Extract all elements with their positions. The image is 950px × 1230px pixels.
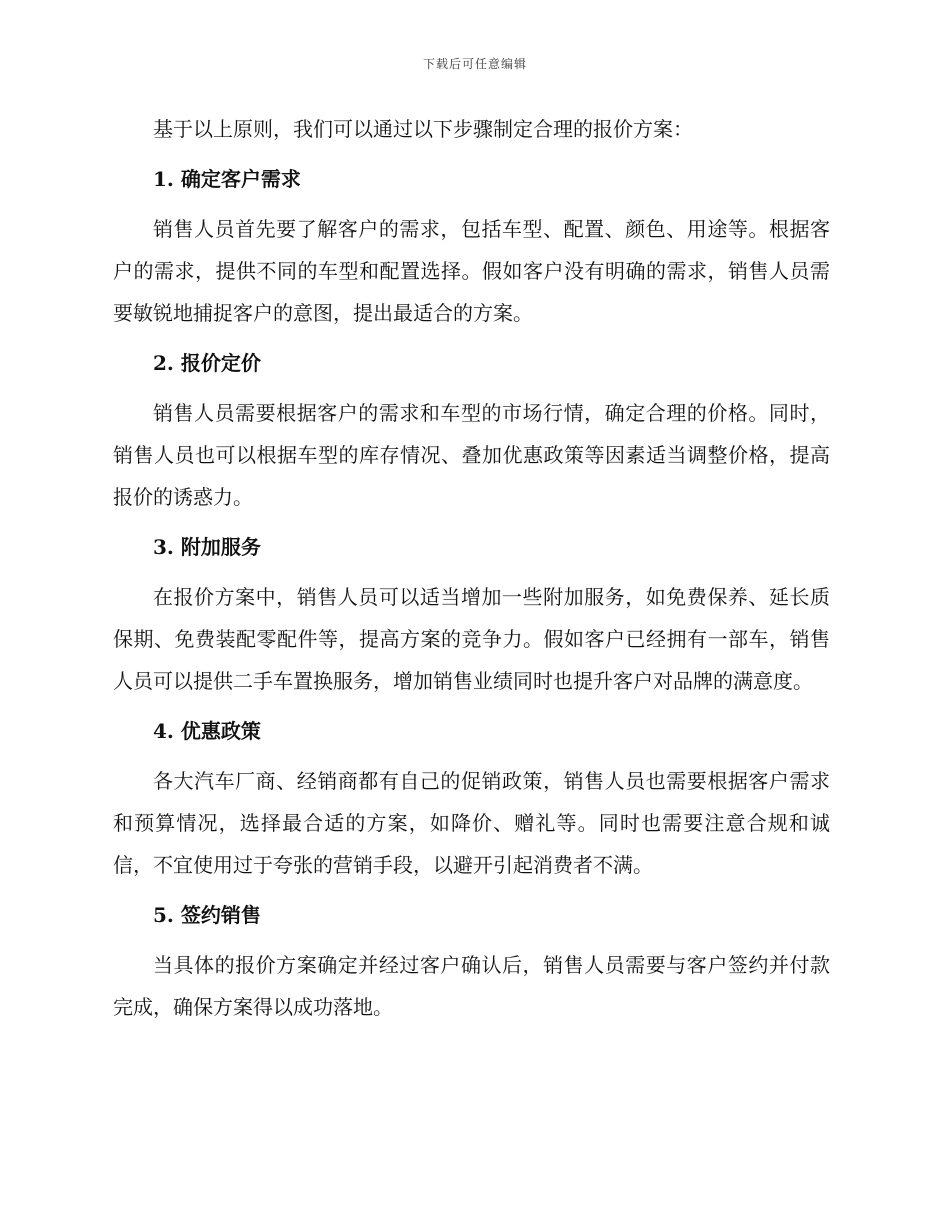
intro-paragraph: 基于以上原则，我们可以通过以下步骤制定合理的报价方案：: [153, 117, 693, 141]
section-heading: 5. 签约销售: [153, 903, 261, 927]
section-paragraph: 销售人员首先要了解客户的需求，包括车型、配置、颜色、用途等。根据客户的需求，提供不同的车型和配置选择。假如客户没有明确的需求，销售人员需要敏锐地捕捉客户的意图，提出最适合的方案。: [113, 217, 830, 325]
section-4: [113, 710, 830, 886]
section-2: [113, 342, 830, 518]
section-heading: 3. 附加服务: [153, 535, 261, 559]
section-heading: 2. 报价定价: [153, 351, 261, 375]
document-body: [113, 108, 830, 1036]
section-1: [113, 158, 830, 334]
section-heading: 1. 确定客户需求: [153, 167, 301, 191]
section-paragraph: 各大汽车厂商、经销商都有自己的促销政策，销售人员也需要根据客户需求和预算情况，选择最合适的方案，如降价、赠礼等。同时也需要注意合规和诚信，不宜使用过于夸张的营销手段，以避开引起消费者不满。: [113, 769, 830, 877]
section-5: [113, 894, 830, 1028]
header-note: 下载后可任意编辑: [422, 57, 527, 71]
section-heading: 4. 优惠政策: [153, 719, 261, 743]
section-3: [113, 526, 830, 702]
section-paragraph: 销售人员需要根据客户的需求和车型的市场行情，确定合理的价格。同时，销售人员也可以根据车型的库存情况、叠加优惠政策等因素适当调整价格，提高报价的诱惑力。: [113, 401, 830, 509]
section-paragraph: 当具体的报价方案确定并经过客户确认后，销售人员需要与客户签约并付款完成，确保方案得以成功落地。: [113, 953, 830, 1019]
section-paragraph: 在报价方案中，销售人员可以适当增加一些附加服务，如免费保养、延长质保期、免费装配零配件等，提高方案的竞争力。假如客户已经拥有一部车，销售人员可以提供二手车置换服务，增加销售业绩同时也提升客户对品牌的满意度。: [113, 585, 830, 693]
